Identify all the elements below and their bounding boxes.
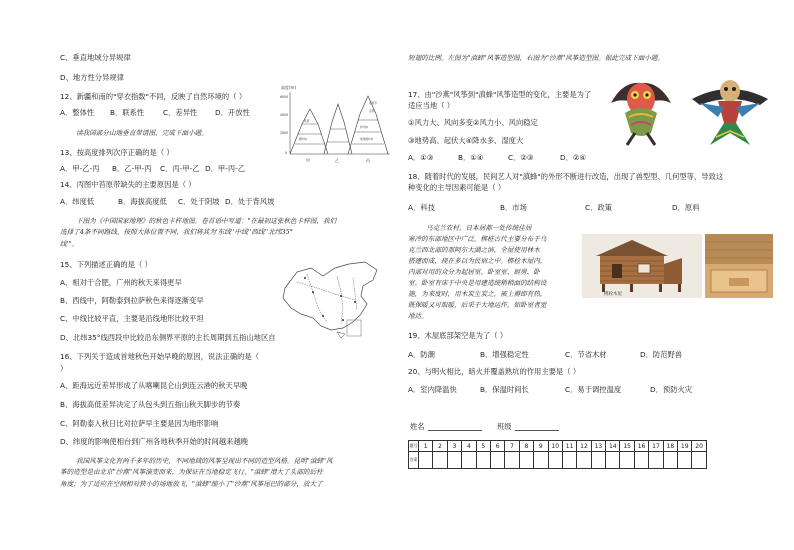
q18-option-a: A．科技 [408, 203, 435, 212]
house-text-5: 内部对用的众分为起居室、卧室室、厨房、卧 [408, 268, 540, 276]
answer-cell[interactable] [678, 452, 692, 469]
map-intro-line-1: 下图为《中国国家地理》的秋色卡样地图。卷首语中写道："在最初这张秋色卡样图，我们 [76, 217, 337, 225]
q14-option-d: D．处于背风坡 [225, 197, 275, 206]
grid-number: 7 [505, 441, 519, 452]
answer-cell[interactable] [663, 452, 677, 469]
kite-figure-caption: 短翅的比例。左图为"滇蜂"风筝造型图，右图为"沙燕"风筝造型图。据此完成下面小题。 [408, 54, 665, 62]
class-field-line[interactable] [515, 430, 559, 431]
q17-option-c: C．②③ [508, 153, 534, 162]
answer-cell[interactable] [476, 452, 490, 469]
row-label-number: 题号 [409, 441, 419, 452]
q18-option-d: D．原料 [672, 203, 700, 212]
q13-option-a: A．甲-乙-丙 [60, 164, 100, 173]
answer-cell[interactable] [562, 452, 576, 469]
xlabel-yi: 乙 [335, 158, 339, 163]
answer-grid-answer-row [409, 452, 707, 469]
q19-option-c: C．节省木材 [565, 350, 607, 359]
grid-number: 6 [490, 441, 504, 452]
q16-option-c: C、阿勒泰入秋日比对拉萨早主要是因为地形影响 [60, 419, 219, 428]
xlabel-bing: 丙 [366, 158, 370, 163]
shayan-kite-image [690, 73, 770, 147]
grid-number: 12 [577, 441, 591, 452]
question-17: 17、由"沙燕"风筝到"滇蜂"风筝造型的变化，主要是为了 [408, 90, 592, 99]
q16-option-a: A、距海远近差异形成了从喀喇昆仑山到连云港的秋天早晚 [60, 381, 248, 390]
question-16: 16、下列关于造成首地秋色开始早晚的原因，说法正确的是（ [60, 352, 260, 361]
q17-items-1: ①风力大、风向多变②风力小、风向稳定 [408, 118, 538, 127]
answer-cell[interactable] [649, 452, 663, 469]
q13-option-c: C．丙-甲-乙 [160, 164, 200, 173]
map-intro-line-3: 线'"。 [60, 240, 79, 248]
q15-option-c: C、中线比较平直，主要是沿线地形比较平坦 [60, 314, 204, 323]
answer-cell[interactable] [692, 452, 706, 469]
answer-cell[interactable] [447, 452, 461, 469]
house-text-3: 克兰西北部的那阿尔大湖之滨，全屋使用林木 [408, 246, 540, 254]
question-19: 19、木屋底部架空是为了（ ） [408, 331, 508, 340]
answer-cell[interactable] [505, 452, 519, 469]
grid-number: 18 [663, 441, 677, 452]
grid-number: 1 [419, 441, 433, 452]
tick-4000: 4000 [280, 113, 289, 117]
name-label: 姓名 [410, 422, 425, 431]
kite-text-2: 筝的造型是由北京"沙燕"风筝演变而来，为保证在当地稳定飞行，"滇蜂"增大了头部的后柱 [60, 468, 323, 476]
q17-option-b: B．①④ [458, 153, 484, 162]
q14-option-a: A．纬度低 [60, 197, 95, 206]
q20-option-d: D．预防火灾 [650, 385, 693, 394]
house-text-1: 乌克兰农村，日本居都一处传统佳居 [426, 224, 532, 232]
question-20: 20、与明火相比，暗火并覆盖熟坑的作用主要是（ ） [408, 367, 581, 376]
mountain-zonation-figure [280, 84, 392, 164]
grid-number: 9 [534, 441, 548, 452]
grid-number: 11 [562, 441, 576, 452]
tick-0: 0 [285, 151, 288, 155]
grid-number: 13 [591, 441, 605, 452]
q19-option-d: D．防范野兽 [640, 350, 683, 359]
option-d-local: D、地方性分异规律 [60, 73, 124, 82]
q12-option-b: B．联系性 [110, 108, 145, 117]
q12-option-a: A．整体性 [60, 108, 95, 117]
q20-option-c: C．易于调控温度 [565, 385, 622, 394]
answer-grid [408, 440, 707, 469]
grid-number: 15 [620, 441, 634, 452]
q19-option-b: B．增强稳定性 [480, 350, 529, 359]
label-tundra: 苔原 [369, 110, 375, 113]
q16-option-d: D、纬度的影响使相台到广州各地秋季开始的时间越来越晚 [60, 437, 249, 446]
question-18: 18、随着时代的发展，民间艺人对"滇蜂"的外形不断进行改造，出现了兽型型、几何型等，导致这 [408, 172, 724, 181]
name-field-line[interactable] [428, 430, 482, 431]
answer-cell[interactable] [519, 452, 533, 469]
answer-cell[interactable] [634, 452, 648, 469]
house-text-2: 寒冷的东部地区中广泛。梆桩古代主要分布于乌 [408, 235, 547, 243]
label-grass: 草原 [304, 120, 310, 123]
question-15: 15、下列描述正确的是（ ） [60, 260, 152, 269]
tick-2000: 2000 [280, 131, 289, 135]
answer-cell[interactable] [534, 452, 548, 469]
q14-option-c: C．处于阴坡 [178, 197, 220, 206]
answer-cell[interactable] [548, 452, 562, 469]
answer-cell[interactable] [591, 452, 605, 469]
house-photo-caption: 梆栓木屋 [604, 292, 622, 297]
grid-number: 3 [447, 441, 461, 452]
q13-option-d: D．甲-丙-乙 [205, 164, 246, 173]
grid-number: 5 [476, 441, 490, 452]
mountain-jia [290, 109, 328, 154]
grid-number: 16 [634, 441, 648, 452]
q17-option-a: A．①③ [408, 153, 434, 162]
answer-cell[interactable] [419, 452, 433, 469]
answer-cell[interactable] [620, 452, 634, 469]
house-text-6: 室。卧室有床于中央是用建造统稍稍面的结构设 [408, 279, 547, 287]
question-14: 14、丙图中苔原带缺失的主要原因是（ ） [60, 180, 196, 189]
answer-cell[interactable] [490, 452, 504, 469]
answer-cell[interactable] [606, 452, 620, 469]
grid-number: 2 [433, 441, 447, 452]
grid-number: 10 [548, 441, 562, 452]
q18-option-c: C．政策 [585, 203, 612, 212]
house-text-7: 施，为来度时，用木炭生炭之，被上褥即有热， [408, 290, 547, 298]
q15-option-a: A、相对于合肥，广州的秋天来得更早 [60, 278, 182, 287]
q17-option-d: D．②④ [560, 153, 586, 162]
row-label-answer: 答案 [409, 452, 419, 469]
q12-option-c: C．差异性 [163, 108, 198, 117]
grid-number: 8 [519, 441, 533, 452]
q12-option-d: D．开放性 [215, 108, 250, 117]
grid-number: 14 [606, 441, 620, 452]
label-broadleaf: 阔叶林 [299, 138, 307, 141]
question-18-cont: 种变化的主导因素可能是（ ） [408, 183, 506, 192]
answer-cell[interactable] [577, 452, 591, 469]
dianfeng-kite-image [607, 73, 675, 147]
label-conifer: 针叶林 [360, 126, 368, 129]
cabin-interior-image [705, 234, 773, 298]
grid-number: 4 [462, 441, 476, 452]
class-label: 班级 [497, 422, 512, 431]
grid-number: 17 [649, 441, 663, 452]
q20-option-a: A．室内降温快 [408, 385, 457, 394]
q16-paren: ） [60, 364, 68, 373]
china-autumn-map [277, 258, 385, 340]
map-intro-line-2: 选择了4条不同路线，按照大体位置不同，我们将其为'东线''中线''西线''北纬35° [60, 228, 293, 236]
question-13: 13、按高度排列次序正确的是（ ） [60, 148, 174, 157]
house-text-9: 地达。 [408, 312, 428, 320]
q18-option-b: B．市场 [500, 203, 527, 212]
answer-cell[interactable] [433, 452, 447, 469]
option-c-vertical: C、垂直地域分异规律 [60, 53, 131, 62]
mountain-bing [348, 96, 388, 154]
q15-option-d: D、北纬35°线西段中比较沿东侧界平原的主长周期到五指山地区自 [60, 333, 276, 342]
q20-option-b: B．保温时间长 [480, 385, 529, 394]
tick-6000: 6000 [280, 95, 289, 99]
q13-option-b: B．乙-甲-丙 [112, 164, 152, 173]
answer-grid-number-row [409, 441, 707, 452]
q13-intro: 读我国部分山地垂直带谱图，完成下面小题。 [76, 129, 208, 137]
q19-option-a: A．防潮 [408, 350, 435, 359]
q15-option-b: B、西线中，阿勒泰到拉萨秋色来得逐渐变早 [60, 296, 204, 305]
grid-number: 20 [692, 441, 706, 452]
question-12: 12、新疆和南的"穿衣指数"不同，反映了自然环境的（ ） [60, 92, 247, 101]
label-ice: 冰雪带 [369, 102, 377, 105]
xlabel-jia: 甲 [306, 158, 310, 163]
question-17-cont: 适应当地（ ） [408, 101, 455, 110]
q16-option-b: B、海拔高低差异决定了从包头到五指山秋天脚步的节奏 [60, 400, 241, 409]
q17-items-2: ③地势高、起伏大④降水多、湿度大 [408, 136, 524, 145]
house-text-4: 搭建而成，现在多以为民宿之中。梆栓木屋内， [408, 257, 547, 265]
house-text-8: 既保暖又可取暖，后采于大地运作，如卧室者宽 [408, 301, 547, 309]
log-cabin-image [582, 234, 702, 298]
grid-number: 19 [678, 441, 692, 452]
q14-option-b: B．海拔高度低 [118, 197, 167, 206]
label-evergreen: 常绿阔叶林 [360, 138, 373, 141]
chart-ylabel: 高度(m) [281, 85, 297, 90]
kite-text-3: 角度；为了适应在空间相对狭小的场地放飞，"滇蜂"缩小了"沙燕"风筝尾巴的部分，放大了 [60, 480, 323, 488]
kite-text-1: 我国风筝文化有两千多年的历史，不同地域的风筝呈现出不同的造型风格。昆明"滇蜂"风 [76, 457, 333, 465]
answer-cell[interactable] [462, 452, 476, 469]
